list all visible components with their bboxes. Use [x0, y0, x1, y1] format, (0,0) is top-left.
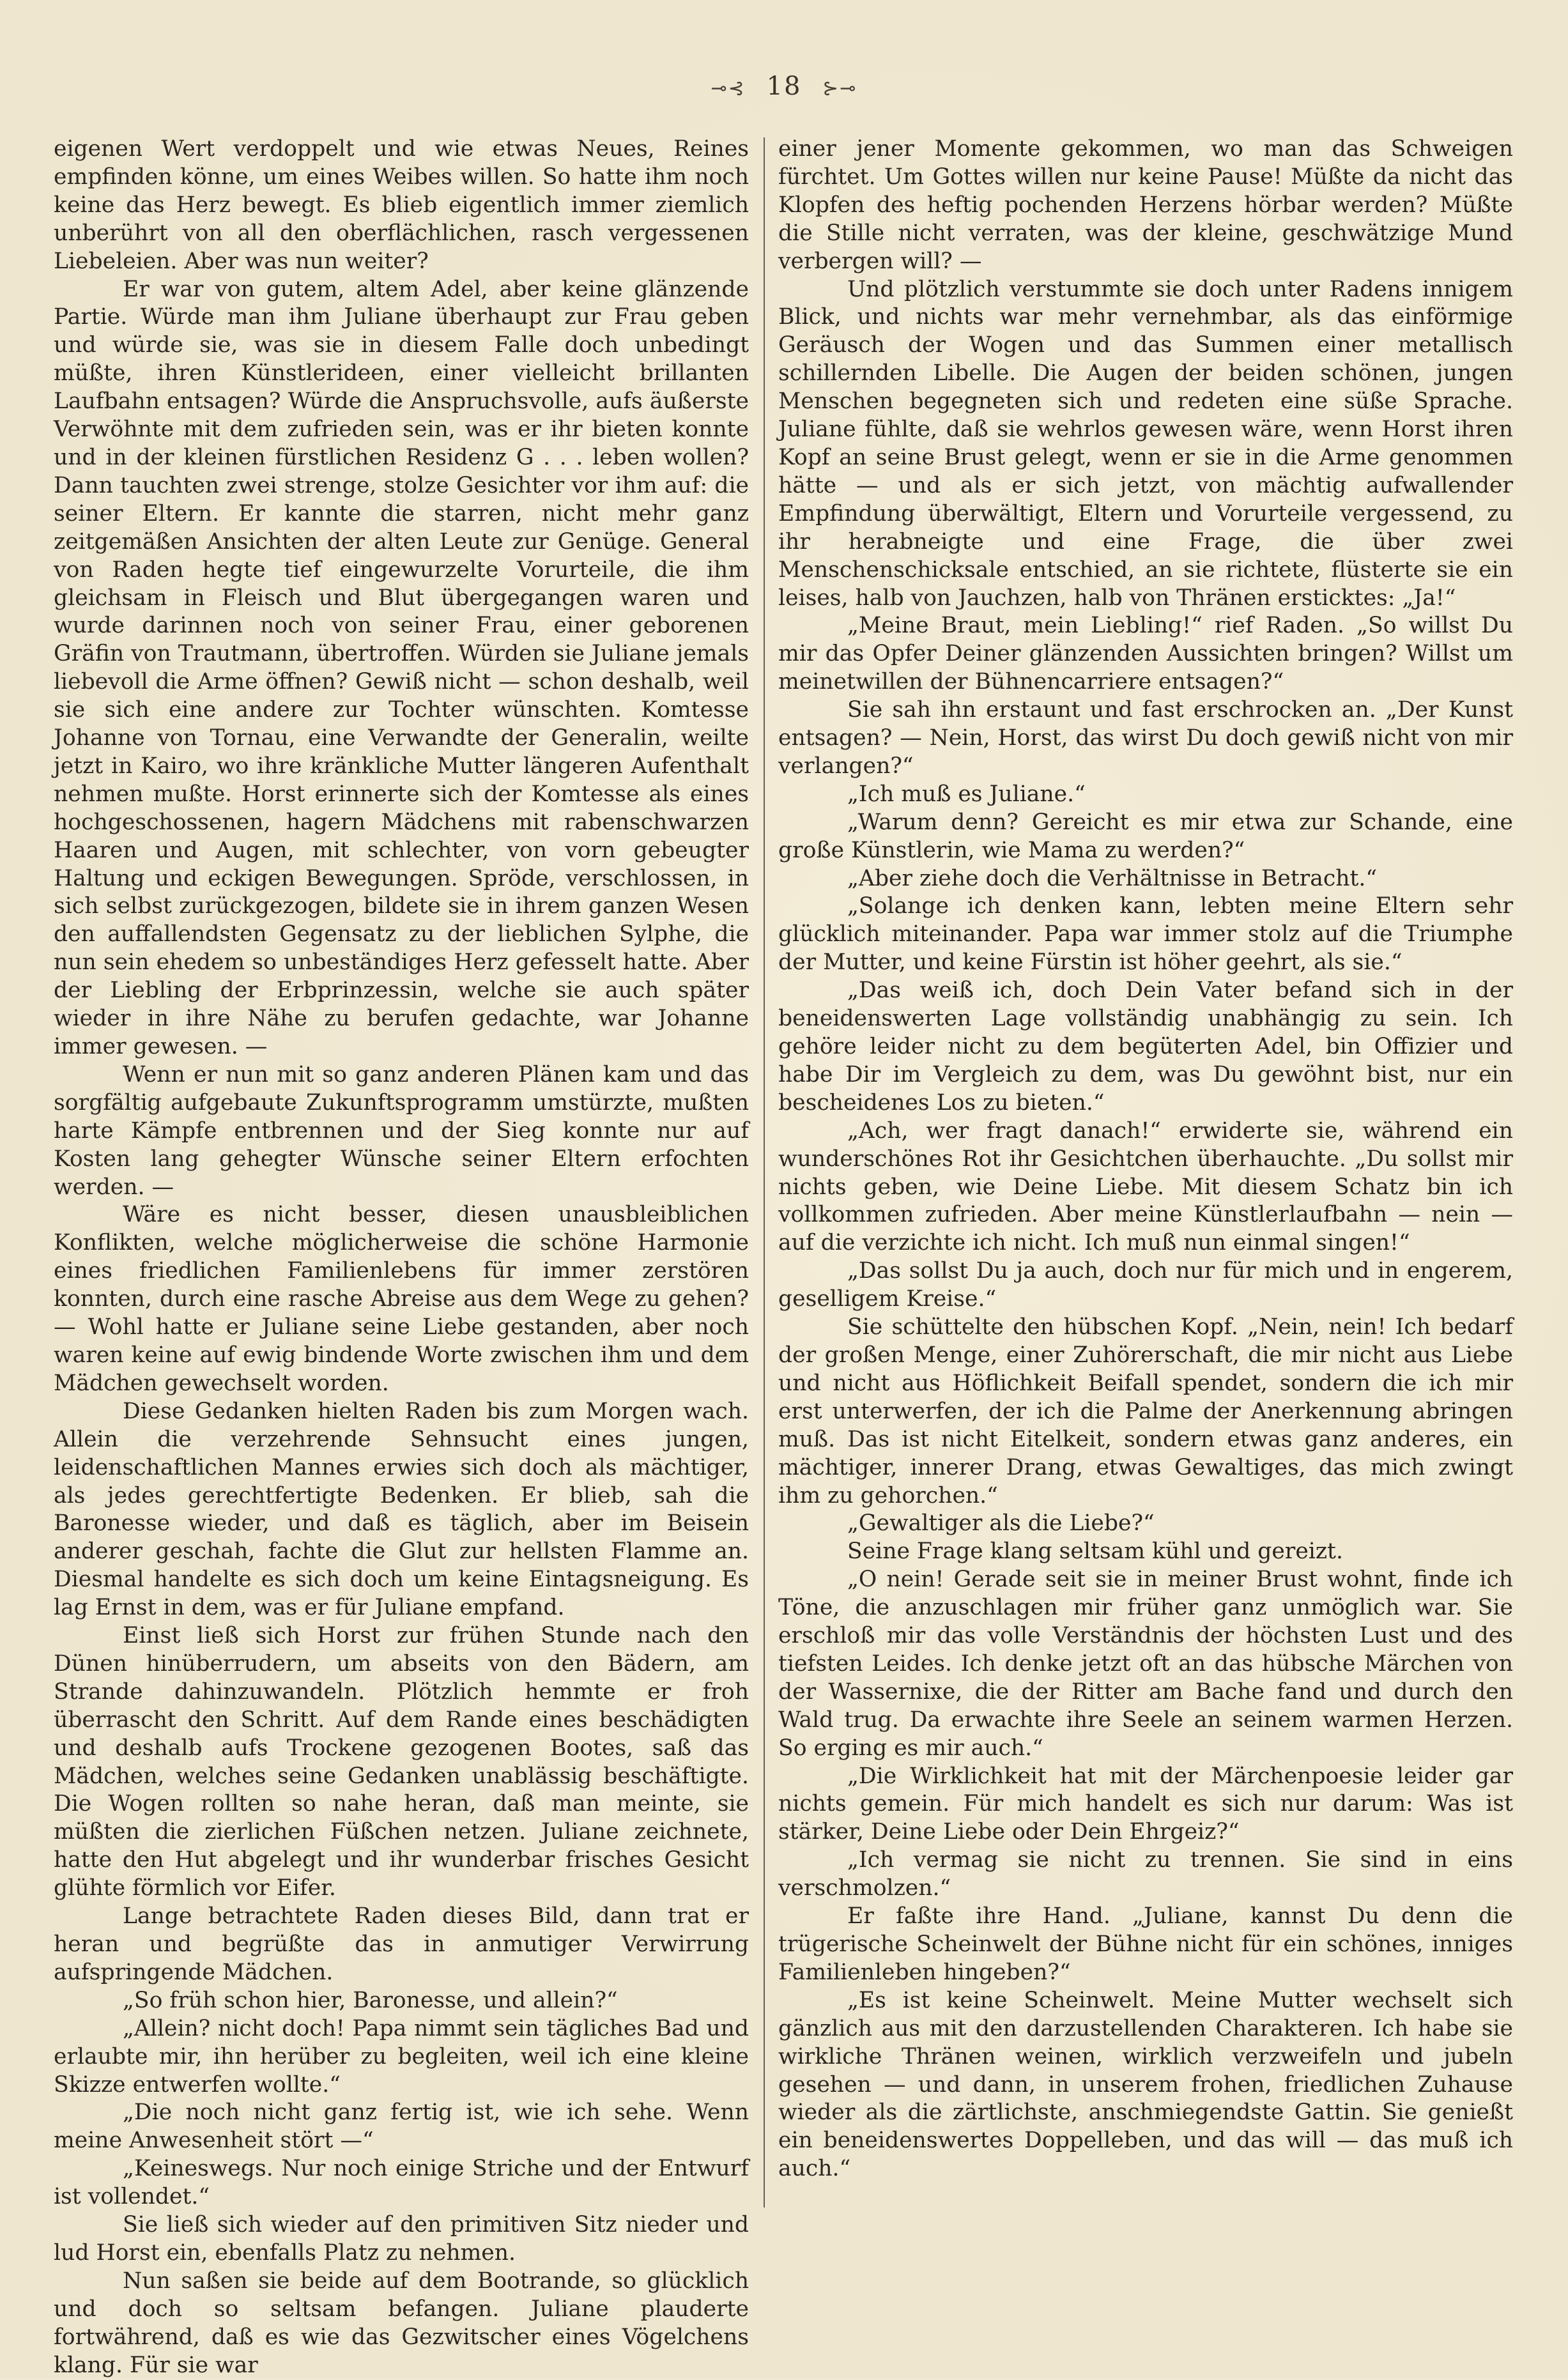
paragraph: „Allein? nicht doch! Papa nimmt sein tägliches Bad und erlaubte mir, ihn herüber zu begleiten, weil ich eine kleine Skizze entwerfen wollte.“: [54, 2015, 749, 2098]
paragraph: Nun saßen sie beide auf dem Bootrande, so glücklich und doch so seltsam befangen. Juliane plauderte fortwährend, daß es wie das Gezwitscher eines Vögelchens klang. Für sie war: [54, 2268, 749, 2378]
paragraph: Seine Frage klang seltsam kühl und gereizt.: [847, 1539, 1343, 1565]
left-column: [54, 135, 749, 2380]
paragraph: Sie schüttelte den hübschen Kopf. „Nein, nein! Ich bedarf der großen Menge, einer Zuhörerschaft, die mir nicht aus Liebe und nicht aus Höflichkeit Beifall spendet, sondern die ich mir erst unterwerfen, der ich die Palme der Anerkennung abringen muß. Das ist nicht Eitelkeit, sondern etwas ganz anderes, ein mächtiger, innerer Drang, etwas Gewaltiges, das mich zwingt ihm zu gehorchen.“: [778, 1314, 1513, 1509]
paragraph: Diese Gedanken hielten Raden bis zum Morgen wach. Allein die verzehrende Sehnsucht eines jungen, leidenschaftlichen Mannes erwies sich doch als mächtiger, als jedes gerechtfertigte Bedenken. Er blieb, sah die Baronesse wieder, und daß es täglich, aber im Beisein anderer geschah, fachte die Glut zur hellsten Flamme an. Diesmal handelte es sich doch um keine Eintagsneigung. Es lag Ernst in dem, was er für Juliane empfand.: [54, 1398, 749, 1621]
paragraph: Wenn er nun mit so ganz anderen Plänen kam und das sorgfältig aufgebaute Zukunftsprogramm umstürzte, mußten harte Kämpfe entbrennen und der Sieg konnte nur auf Kosten lang gehegter Wünsche seiner Eltern erfochten werden. —: [54, 1061, 749, 1200]
right-column: [778, 135, 1513, 2183]
paragraph: „Ach, wer fragt danach!“ erwiderte sie, während ein wunderschönes Rot ihr Gesichtchen überhauchte. „Du sollst mir nichts geben, wie Deine Liebe. Mit diesem Schatz bin ich vollkommen zufrieden. Aber meine Künstlerlaufbahn — nein — auf die verzichte ich nicht. Ich muß nun einmal singen!“: [778, 1117, 1513, 1256]
paragraph: „Warum denn? Gereicht es mir etwa zur Schande, eine große Künstlerin, wie Mama zu werden?“: [778, 809, 1513, 863]
page-number: 18: [766, 72, 802, 101]
paragraph: Sie sah ihn erstaunt und fast erschrocken an. „Der Kunst entsagen? — Nein, Horst, das wirst Du doch gewiß nicht von mir verlangen?“: [778, 697, 1513, 779]
paragraph: Lange betrachtete Raden dieses Bild, dann trat er heran und begrüßte das in anmutiger Verwirrung aufspringende Mädchen.: [54, 1903, 749, 1985]
paragraph: „Es ist keine Scheinwelt. Meine Mutter wechselt sich gänzlich aus mit den darzustellenden Charakteren. Ich habe sie wirkliche Thränen weinen, wirklich verzweifeln und jubeln gesehen — und dann, in unserem frohen, friedlichen Zuhause wieder als die zärtlichste, anschmiegendste Gattin. Sie genießt ein beneidenswertes Doppelleben, und das will — das muß ich auch.“: [778, 1987, 1513, 2182]
paragraph: Und plötzlich verstummte sie doch unter Radens innigem Blick, und nichts war mehr vernehmbar, als das einförmige Geräusch der Wogen und das Summen einer metallisch schillernden Libelle. Die Augen der beiden schönen, jungen Menschen begegneten sich und redeten eine süße Sprache. Juliane fühlte, daß sie wehrlos gewesen wäre, wenn Horst ihren Kopf an seine Brust gelegt, wenn er sie in die Arme genommen hätte — und als er sich jetzt, von mächtig aufwallender Empfindung überwältigt, Eltern und Vorurteile vergessend, zu ihr herabneigte und eine Frage, die über zwei Menschenschicksale entschied, an sie richtete, flüsterte sie ein leises, halb von Jauchzen, halb von Thränen ersticktes: „Ja!“: [778, 276, 1513, 611]
paragraph: „Meine Braut, mein Liebling!“ rief Raden. „So willst Du mir das Opfer Deiner glänzenden Aussichten bringen? Willst um meinetwillen der Bühnencarriere entsagen?“: [778, 613, 1513, 695]
paragraph: „Die Wirklichkeit hat mit der Märchenpoesie leider gar nichts gemein. Für mich handelt es sich nur darum: Was ist stärker, Deine Liebe oder Dein Ehrgeiz?“: [778, 1763, 1513, 1845]
column-divider: [764, 137, 765, 2207]
ornament-left: ⊸⊰: [711, 77, 746, 100]
paragraph: eigenen Wert verdoppelt und wie etwas Neues, Reines empfinden könne, um eines Weibes willen. So hatte ihm noch keine das Herz bewegt. Es blieb eigentlich immer ziemlich unberührt von all den oberflächlichen, rasch vergessenen Liebeleien. Aber was nun weiter?: [54, 136, 749, 274]
paragraph: einer jener Momente gekommen, wo man das Schweigen fürchtet. Um Gottes willen nur keine Pause! Müßte da nicht das Klopfen des heftig pochenden Herzens hörbar werden? Müßte die Stille nicht verraten, was der kleine, geschwätzige Mund verbergen will? —: [778, 136, 1513, 274]
paragraph: „Das weiß ich, doch Dein Vater befand sich in der beneidenswerten Lage vollständig unabhängig zu sein. Ich gehöre leider nicht zu dem begüterten Adel, bin Offizier und habe Dir im Vergleich zu dem, was Du gewöhnt bist, nur ein bescheidenes Los zu bieten.“: [778, 978, 1513, 1116]
paragraph: Einst ließ sich Horst zur frühen Stunde nach den Dünen hinüberrudern, um abseits von den Bädern, am Strande dahinzuwandeln. Plötzlich hemmte er froh überrascht den Schritt. Auf dem Rande eines beschädigten und deshalb aufs Trockene gezogenen Bootes, saß das Mädchen, welches seine Gedanken unablässig beschäftigte. Die Wogen rollten so nahe heran, daß man meinte, sie müßten die zierlichen Füßchen netzen. Juliane zeichnete, hatte den Hut abgelegt und ihr wunderbar frisches Gesicht glühte förmlich vor Eifer.: [54, 1623, 749, 1901]
paragraph: „Ich muß es Juliane.“: [847, 781, 1086, 807]
paragraph: „Aber ziehe doch die Verhältnisse in Betracht.“: [847, 865, 1378, 891]
paragraph: „Solange ich denken kann, lebten meine Eltern sehr glücklich miteinander. Papa war immer stolz auf die Triumphe der Mutter, und keine Fürstin ist höher geehrt, als sie.“: [778, 893, 1513, 976]
paragraph: „Das sollst Du ja auch, doch nur für mich und in engerem, geselligem Kreise.“: [778, 1258, 1513, 1312]
paragraph: „O nein! Gerade seit sie in meiner Brust wohnt, finde ich Töne, die anzuschlagen mir früher ganz unmöglich war. Sie erschloß mir das volle Verständnis der höchsten Lust und des tiefsten Leides. Ich denke jetzt oft an das hübsche Märchen von der Wassernixe, die der Ritter am Bache fand und durch den Wald trug. Da erwachte ihre Seele an seinem warmen Herzen. So erging es mir auch.“: [778, 1567, 1513, 1761]
paragraph: Sie ließ sich wieder auf den primitiven Sitz nieder und lud Horst ein, ebenfalls Platz zu nehmen.: [54, 2212, 749, 2266]
paragraph: Er faßte ihre Hand. „Juliane, kannst Du denn die trügerische Scheinwelt der Bühne nicht für ein schönes, inniges Familienleben hingeben?“: [778, 1903, 1513, 1985]
paragraph: „Die noch nicht ganz fertig ist, wie ich sehe. Wenn meine Anwesenheit stört —“: [54, 2100, 749, 2154]
paragraph: „So früh schon hier, Baronesse, und allein?“: [123, 1987, 618, 2013]
paragraph: „Gewaltiger als die Liebe?“: [847, 1510, 1155, 1537]
paragraph: Wäre es nicht besser, diesen unausbleiblichen Konflikten, welche möglicherweise die schöne Harmonie eines friedlichen Familienlebens für immer zerstören konnten, durch eine rasche Abreise aus dem Wege zu gehen? — Wohl hatte er Juliane seine Liebe gestanden, aber noch waren keine auf ewig bindende Worte zwischen ihm und dem Mädchen gewechselt worden.: [54, 1202, 749, 1396]
ornament-right: ⊱⊸: [822, 77, 857, 100]
paragraph: Er war von gutem, altem Adel, aber keine glänzende Partie. Würde man ihm Juliane überhaupt zur Frau geben und würde sie, was sie in diesem Falle doch unbedingt müßte, ihren Künstlerideen, einer vielleicht brillanten Laufbahn entsagen? Würde die Anspruchsvolle, aufs äußerste Verwöhnte mit dem zufrieden sein, was er ihr bieten konnte und in der kleinen fürstlichen Residenz G . . . leben wollen? Dann tauchten zwei strenge, stolze Gesichter vor ihm auf: die seiner Eltern. Er kannte die starren, nicht mehr ganz zeitgemäßen Ansichten der alten Leute zur Genüge. General von Raden hegte tief eingewurzelte Vorurteile, die ihm gleichsam in Fleisch und Blut übergegangen waren und wurde darinnen noch von seiner Frau, einer geborenen Gräfin von Trautmann, übertroffen. Würden sie Juliane jemals liebevoll die Arme öffnen? Gewiß nicht — schon deshalb, weil sie sich eine andere zur Tochter wünschten. Komtesse Johanne von Tornau, eine Verwandte der Generalin, weilte jetzt in Kairo, wo ihre kränkliche Mutter längeren Aufenthalt nehmen mußte. Horst erinnerte sich der Komtesse als eines hochgeschossenen, hagern Mädchens mit rabenschwarzen Haaren und Augen, mit schlechter, von vorn gebeugter Haltung und eckigen Bewegungen. Spröde, verschlossen, in sich selbst zurückgezogen, bildete sie in ihrem ganzen Wesen den auffallendsten Gegensatz zu der lieblichen Sylphe, die nun sein ehedem so unbeständiges Herz gefesselt hatte. Aber der Liebling der Erbprinzessin, welche sie auch später wieder in ihre Nähe zu berufen gedachte, war Johanne immer gewesen. —: [54, 276, 749, 1059]
page-header: [0, 72, 1568, 101]
paragraph: „Keineswegs. Nur noch einige Striche und der Entwurf ist vollendet.“: [54, 2156, 749, 2210]
paragraph: „Ich vermag sie nicht zu trennen. Sie sind in eins verschmolzen.“: [778, 1847, 1513, 1901]
